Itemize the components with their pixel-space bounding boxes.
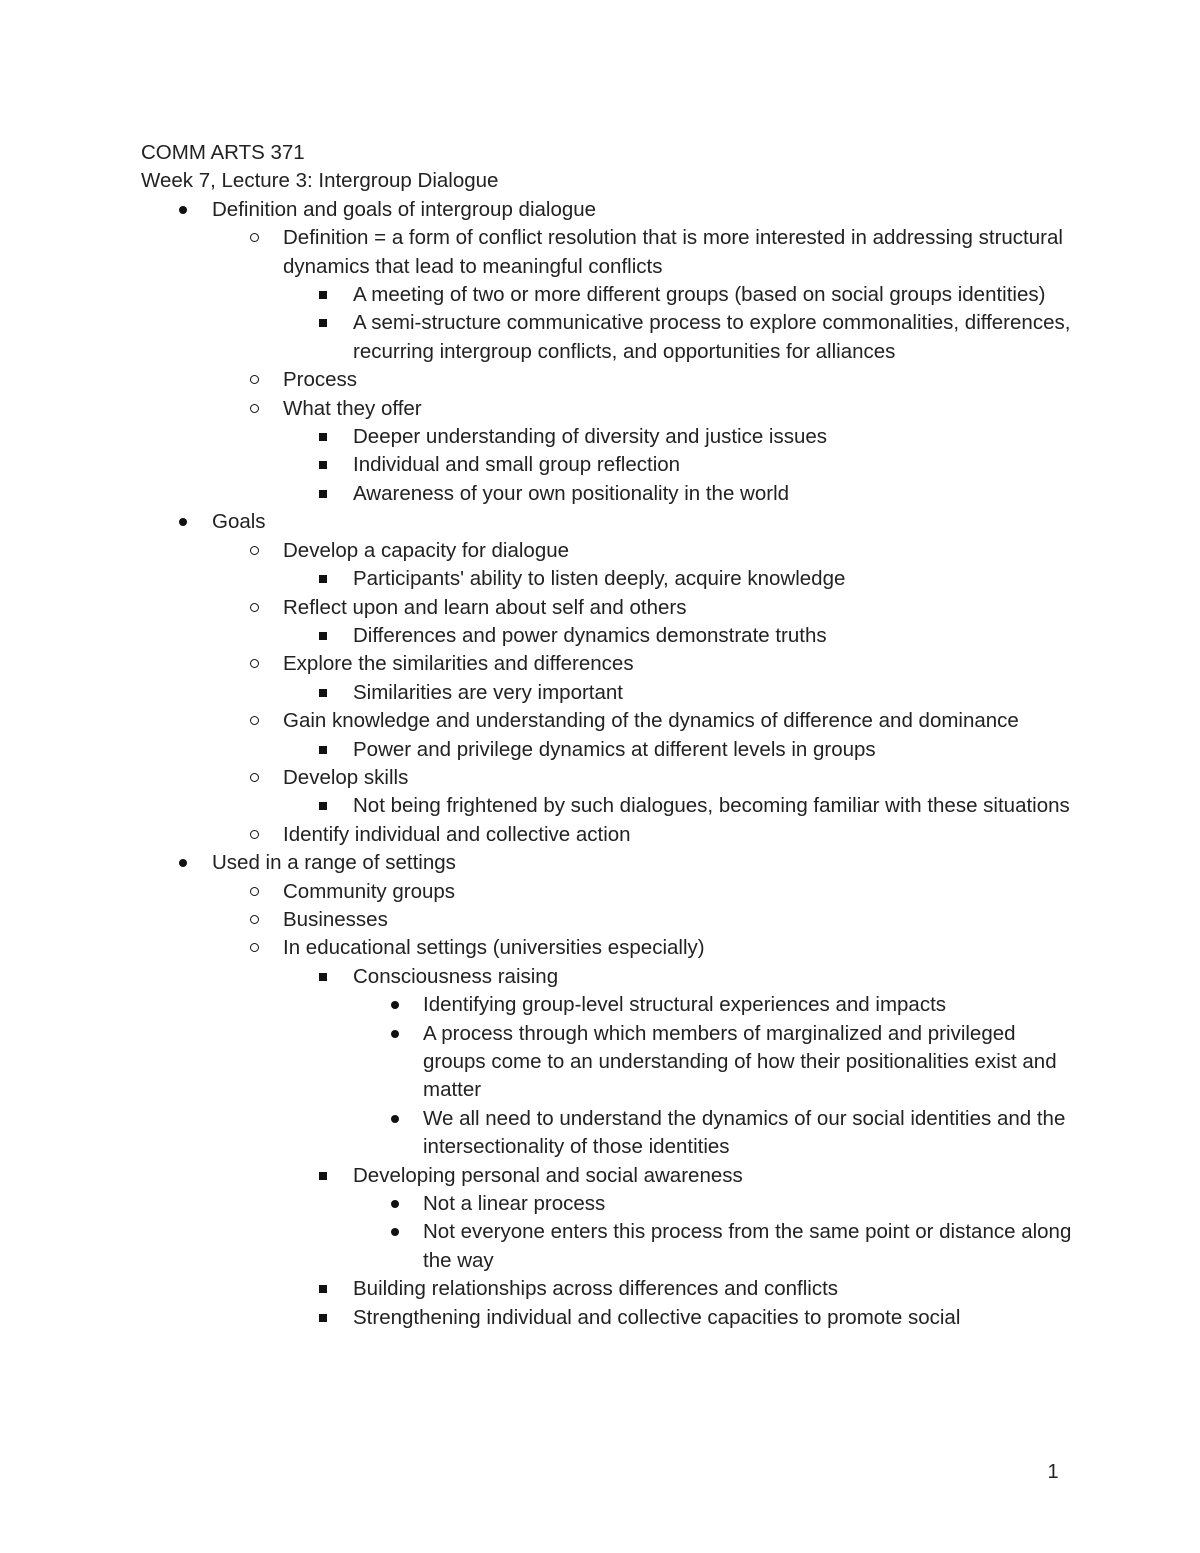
circle-bullet-icon [244,934,264,962]
dot-bullet-icon [385,1020,405,1048]
outline-item-text: Develop skills [283,765,409,789]
outline-item [141,991,1081,1019]
dot-bullet-icon [385,991,405,1019]
dot-bullet-icon [385,1105,405,1133]
outline-item-text: Individual and small group reflection [353,453,681,477]
square-bullet-icon [313,792,333,820]
outline-item-text: Awareness of your own positionality in the world [353,481,790,505]
outline-item [141,764,1081,792]
outline-item-text: A process through which members of marginalized and privileged groups come to an understanding of how their positionalities exist and matter [423,1021,1057,1102]
page-number: 1 [1047,1461,1059,1483]
outline-item-text: We all need to understand the dynamics of our social identities and the intersectionality of those identities [423,1106,1066,1159]
dot-bullet-icon [173,196,193,224]
circle-bullet-icon [244,650,264,678]
outline-item-text: Goals [212,510,266,534]
outline-item-text: Develop a capacity for dialogue [283,538,570,562]
square-bullet-icon [313,423,333,451]
document-content [141,139,1081,1332]
outline-item [141,480,1081,508]
outline-item [141,963,1081,991]
outline-item-text: Identifying group-level structural experiences and impacts [423,993,947,1017]
outline-item [141,196,1081,224]
outline-item-text: Explore the similarities and differences [283,652,634,676]
outline-item [141,906,1081,934]
outline-item [141,281,1081,309]
outline-item [141,537,1081,565]
circle-bullet-icon [244,224,264,252]
outline-item [141,1218,1081,1275]
outline-item-text: Businesses [283,907,388,931]
square-bullet-icon [313,565,333,593]
outline-item [141,565,1081,593]
outline-item-text: Identify individual and collective action [283,822,631,846]
dot-bullet-icon [173,849,193,877]
outline-item [141,508,1081,536]
square-bullet-icon [313,1162,333,1190]
square-bullet-icon [313,480,333,508]
outline-item-text: A meeting of two or more different groups (based on social groups identities) [353,283,1046,307]
circle-bullet-icon [244,537,264,565]
lecture-title: Week 7, Lecture 3: Intergroup Dialogue [141,169,499,193]
circle-bullet-icon [244,594,264,622]
outline-item-text: Process [283,368,358,392]
circle-bullet-icon [244,878,264,906]
outline-item [141,366,1081,394]
outline-item-text: What they offer [283,396,422,420]
outline-item [141,849,1081,877]
square-bullet-icon [313,451,333,479]
outline-item [141,1190,1081,1218]
square-bullet-icon [313,1275,333,1303]
outline-item-text: Definition and goals of intergroup dialogue [212,197,597,221]
square-bullet-icon [313,736,333,764]
square-bullet-icon [313,622,333,650]
outline-item-text: Building relationships across differences and conflicts [353,1277,839,1301]
outline-item [141,736,1081,764]
circle-bullet-icon [244,821,264,849]
outline-item [141,224,1081,281]
outline-item-text: In educational settings (universities especially) [283,936,705,960]
outline-item [141,650,1081,678]
outline-item-text: Deeper understanding of diversity and justice issues [353,425,828,449]
outline-item-text: A semi-structure communicative process to explore commonalities, differences, recurring intergroup conflicts, and opportunities for alliances [353,311,1071,363]
dot-bullet-icon [385,1218,405,1246]
circle-bullet-icon [244,366,264,394]
outline-item [141,451,1081,479]
outline-item-text: Not being frightened by such dialogues, becoming familiar with these situations [353,794,1070,818]
outline-item [141,423,1081,451]
square-bullet-icon [313,679,333,707]
outline-item [141,679,1081,707]
lecture-outline [141,196,1081,1332]
outline-item-text: Definition = a form of conflict resolution that is more interested in addressing structural dynamics that lead to meaningful conflicts [283,226,1063,278]
outline-item-text: Participants' ability to listen deeply, acquire knowledge [353,567,846,591]
outline-item-text: Differences and power dynamics demonstrate truths [353,623,827,647]
circle-bullet-icon [244,906,264,934]
outline-item [141,1304,1081,1332]
dot-bullet-icon [385,1190,405,1218]
outline-item-text: Power and privilege dynamics at different levels in groups [353,737,876,761]
outline-item [141,309,1081,366]
outline-item-text: Gain knowledge and understanding of the dynamics of difference and dominance [283,709,1019,733]
square-bullet-icon [313,309,333,337]
outline-item [141,792,1081,820]
outline-item [141,1275,1081,1303]
outline-item-text: Community groups [283,879,456,903]
outline-item-text: Strengthening individual and collective capacities to promote social [353,1305,961,1329]
outline-item [141,934,1081,962]
circle-bullet-icon [244,764,264,792]
outline-item [141,1162,1081,1190]
square-bullet-icon [313,963,333,991]
outline-item-text: Not everyone enters this process from the same point or distance along the way [423,1220,1072,1272]
outline-item [141,707,1081,735]
outline-item [141,594,1081,622]
outline-item-text: Developing personal and social awareness [353,1163,743,1187]
dot-bullet-icon [173,508,193,536]
circle-bullet-icon [244,395,264,423]
course-title: COMM ARTS 371 [141,141,305,164]
circle-bullet-icon [244,707,264,735]
outline-item [141,821,1081,849]
outline-item [141,395,1081,423]
outline-item-text: Reflect upon and learn about self and others [283,595,687,619]
square-bullet-icon [313,1304,333,1332]
outline-item [141,1105,1081,1162]
outline-item [141,1020,1081,1105]
outline-item [141,622,1081,650]
outline-item [141,878,1081,906]
square-bullet-icon [313,281,333,309]
outline-item-text: Used in a range of settings [212,851,456,875]
outline-item-text: Not a linear process [423,1192,606,1216]
outline-item-text: Consciousness raising [353,964,559,988]
outline-item-text: Similarities are very important [353,680,623,704]
